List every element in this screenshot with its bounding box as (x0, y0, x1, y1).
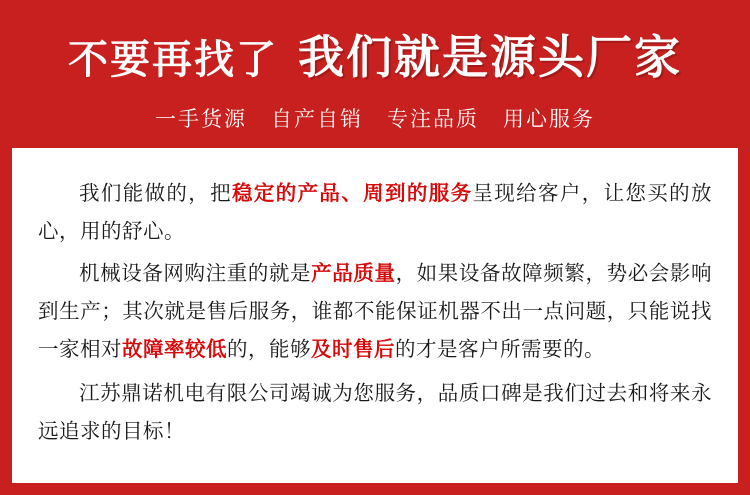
paragraph-2 (38, 254, 712, 368)
paragraph-2-text-b: ，如果设备故障频繁，势必会影响到生产；其次就是售后服务，谁都不能保证机器不出一点问题，只能说找一家相对 (38, 261, 713, 361)
feature-tag-4: 用心服务 (503, 107, 595, 131)
paragraph-1-text-b: 呈现给客户，让您买的放心，用的舒心。 (38, 181, 713, 243)
feature-tag-list (155, 103, 595, 133)
paragraph-2-text-a: 机械设备网购注重的就是 (79, 261, 312, 285)
paragraph-1-highlight-a: 稳定的产品、周到的服务 (232, 181, 473, 205)
banner-header (0, 0, 750, 148)
feature-tag-2: 自产自销 (271, 107, 363, 131)
paragraph-1-text-a: 我们能做的，把 (79, 181, 232, 205)
paragraph-3-text: 江苏鼎诺机电有限公司竭诚为您服务，品质口碑是我们过去和将来永远追求的目标！ (38, 381, 712, 443)
paragraph-1 (38, 174, 712, 250)
paragraph-2-highlight-c: 及时售后 (311, 337, 395, 361)
paragraph-3 (38, 374, 712, 450)
headline (68, 21, 682, 87)
feature-tag-1: 一手货源 (155, 107, 247, 131)
headline-plain-text: 不要再找了 (68, 37, 278, 83)
paragraph-2-highlight-b: 故障率较低 (122, 337, 227, 361)
headline-strong-text: 我们就是源头厂家 (298, 30, 682, 84)
paragraph-2-text-d: 的才是客户所需要的。 (395, 337, 605, 361)
feature-tag-3: 专注品质 (387, 107, 479, 131)
content-panel (12, 148, 738, 483)
paragraph-2-highlight-a: 产品质量 (311, 261, 396, 285)
paragraph-2-text-c: 的，能够 (227, 337, 311, 361)
